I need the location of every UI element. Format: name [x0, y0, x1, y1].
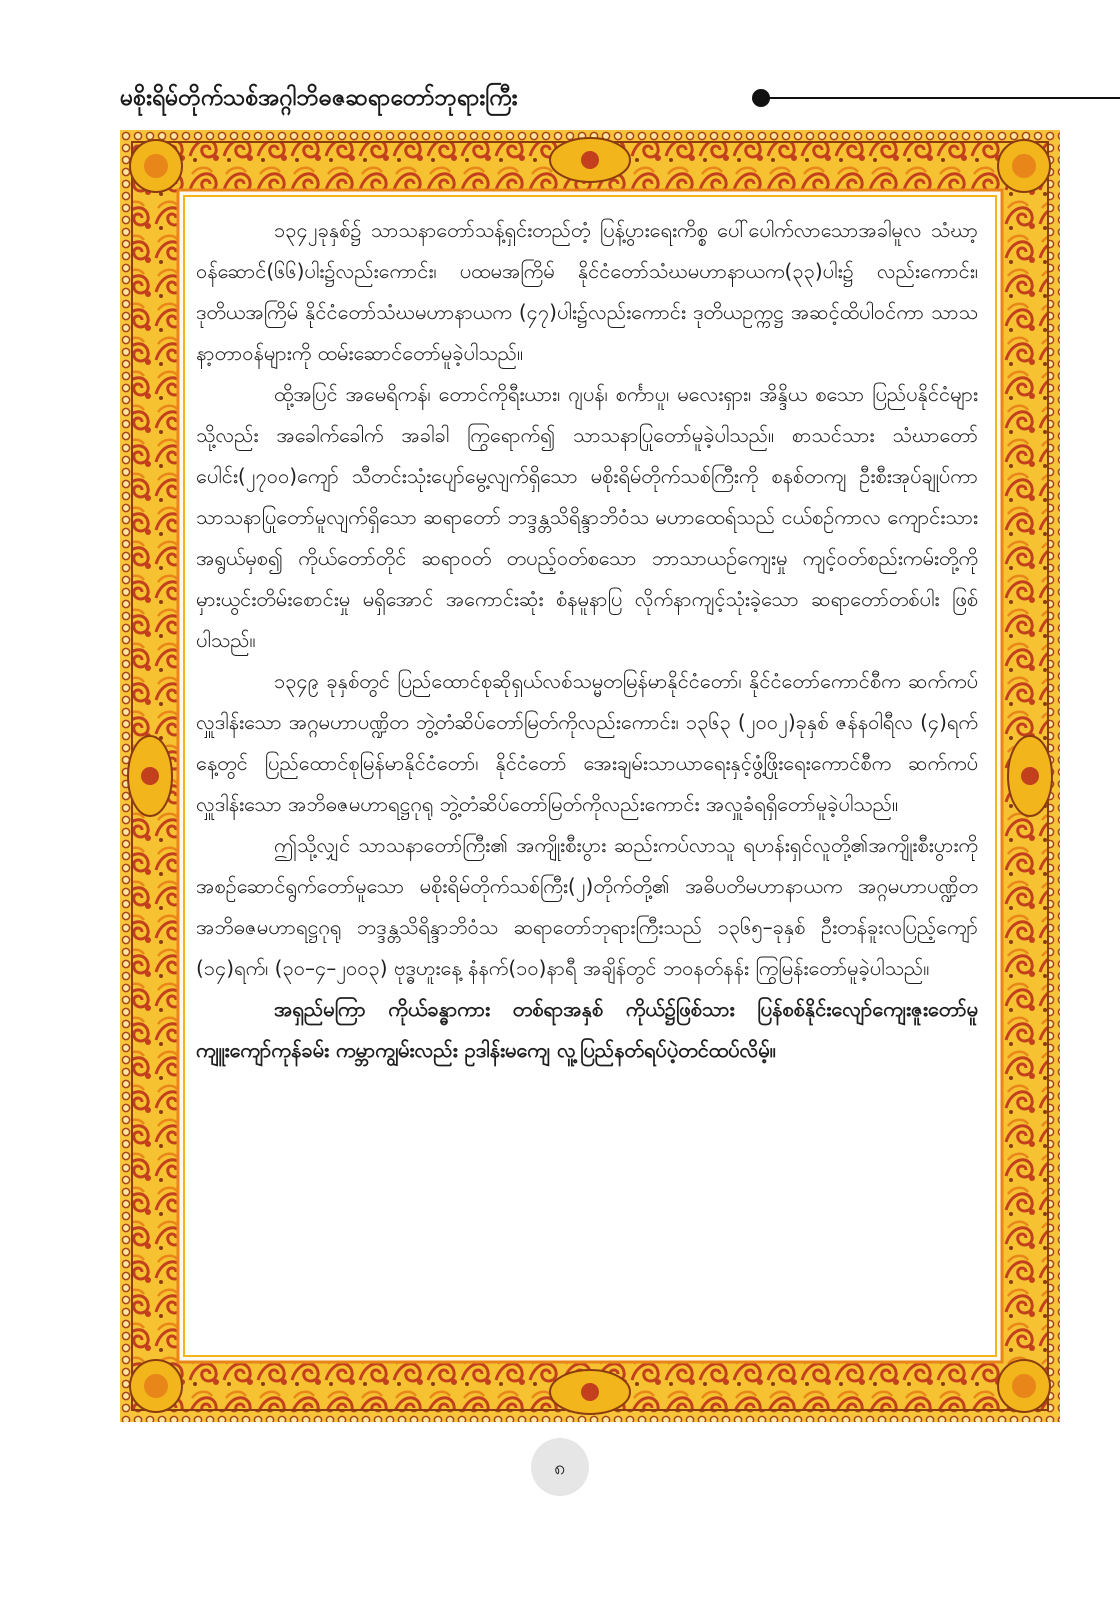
closing-verse-paragraph: အရှည်မကြာ ကိုယ်ခန္ဓာကား တစ်ရာအနှစ် ကိုယ်၌ဖြစ်သား ပြန်စစ်နိုင်းလျော်ကျေးဇူးတော်မူ ကျူးကျော်ကုန်ခမ်း ကမ္ဘာကျွမ်းလည်း ဥဒါန်းမကျေ လူ့ပြည်နတ်ရပ်ပဲ့တင်ထပ်လိမ့်။: [196, 997, 978, 1062]
page-body: [196, 210, 978, 1340]
paragraph-4: ဤသို့လျှင် သာသနာတော်ကြီး၏ အကျိုးစီးပွား ဆည်းကပ်လာသူ ရဟန်းရှင်လူတို့၏အကျိုးစီးပွားကိုအစဉ်ဆောင်ရွက်တော်မူသော မစိုးရိမ်တိုက်သစ်ကြီး(၂)တိုက်တို့၏ အဓိပတိမဟာနာယက အဂ္ဂမဟာပဏ္ဍိတ အဘိဓဇမဟာရဋ္ဌဂုရု ဘဒ္ဒန္တသိရိန္ဒာဘိဝံသ ဆရာတော်ဘုရားကြီးသည် ၁၃၆၅–ခုနှစ် ဦးတန်ခူးလပြည့်ကျော် (၁၄)ရက်၊ (၃၀–၄–၂၀၀၃) ဗုဒ္ဓဟူးနေ့ နံနက်(၁၀)နာရီ အချိန်တွင် ဘဝနတ်နန်း ကြွမြန်းတော်မူခဲ့ပါသည်။: [196, 833, 978, 980]
header-title: မစိုးရိမ်တိုက်သစ်အဂ္ဂါဘိဓဇဆရာတော်ဘုရားကြီး: [120, 85, 518, 111]
paragraph-3: ၁၃၄၉ ခုနှစ်တွင် ပြည်ထောင်စုဆိုရှယ်လစ်သမ္မတမြန်မာနိုင်ငံတော်၊ နိုင်ငံတော်ကောင်စီက ဆက်ကပ်လှူဒါန်းသော အဂ္ဂမဟာပဏ္ဍိတ ဘွဲ့တံဆိပ်တော်မြတ်ကိုလည်းကောင်း၊ ၁၃၆၃ (၂၀၀၂)ခုနှစ် ဇန်နဝါရီလ (၄)ရက်နေ့တွင် ပြည်ထောင်စုမြန်မာနိုင်ငံတော်၊ နိုင်ငံတော် အေးချမ်းသာယာရေးနှင့်ဖွံ့ဖြိုးရေးကောင်စီက ဆက်ကပ်လှူဒါန်းသော အဘိဓဇမဟာရဋ္ဌဂုရု ဘွဲ့တံဆိပ်တော်မြတ်ကိုလည်းကောင်း အလှူခံရရှိတော်မူခဲ့ပါသည်။: [196, 669, 978, 816]
header-rule-line: [768, 97, 1120, 99]
paragraph-1: ၁၃၄၂ခုနှစ်၌ သာသနာတော်သန့်ရှင်းတည်တံ့ ပြန့်ပွားရေးကိစ္စ ပေါ်ပေါက်လာသောအခါမူလ သံဃာ့ဝန်ဆောင်(၆၆)ပါး၌လည်းကောင်း၊ ပထမအကြိမ် နိုင်ငံတော်သံဃမဟာနာယက(၃၃)ပါး၌ လည်းကောင်း၊ ဒုတိယအကြိမ် နိုင်ငံတော်သံဃမဟာနာယက (၄၇)ပါး၌လည်းကောင်း ဒုတိယဥက္ကဋ္ဌ အဆင့်ထိပါဝင်ကာ သာသနာ့တာဝန်များကို ထမ်းဆောင်တော်မူခဲ့ပါသည်။: [196, 218, 978, 365]
running-header: [120, 78, 1060, 118]
page-number: ၈: [531, 1438, 589, 1496]
paragraph-2: ထို့အပြင် အမေရိကန်၊ တောင်ကိုရီးယား၊ ဂျပန်၊ စင်္ကာပူ၊ မလေးရှား၊ အိန္ဒိယ စသော ပြည်ပနိုင်ငံများသို့လည်း အခေါက်ခေါက် အခါခါ ကြွရောက်၍ သာသနာပြုတော်မူခဲ့ပါသည်။ စာသင်သား သံဃာတော်ပေါင်း(၂၇၀၀)ကျော် သီတင်းသုံးပျော်မွေ့လျက်ရှိသော မစိုးရိမ်တိုက်သစ်ကြီးကို စနစ်တကျ ဦးစီးအုပ်ချုပ်ကာ သာသနာပြုတော်မူလျက်ရှိသော ဆရာတော် ဘဒ္ဒန္တသိရိန္ဒာဘိဝံသ မဟာထေရ်သည် ငယ်စဉ်ကာလ ကျောင်းသားအရွယ်မှစ၍ ကိုယ်တော်တိုင် ဆရာဝတ် တပည့်ဝတ်စသော ဘာသာယဉ်ကျေးမှု ကျင့်ဝတ်စည်းကမ်းတို့ကို မှားယွင်းတိမ်းစောင်းမှု မရှိအောင် အကောင်းဆုံး စံနမူနာပြ လိုက်နာကျင့်သုံးခဲ့သော ဆရာတော်တစ်ပါး ဖြစ်ပါသည်။: [196, 382, 978, 652]
